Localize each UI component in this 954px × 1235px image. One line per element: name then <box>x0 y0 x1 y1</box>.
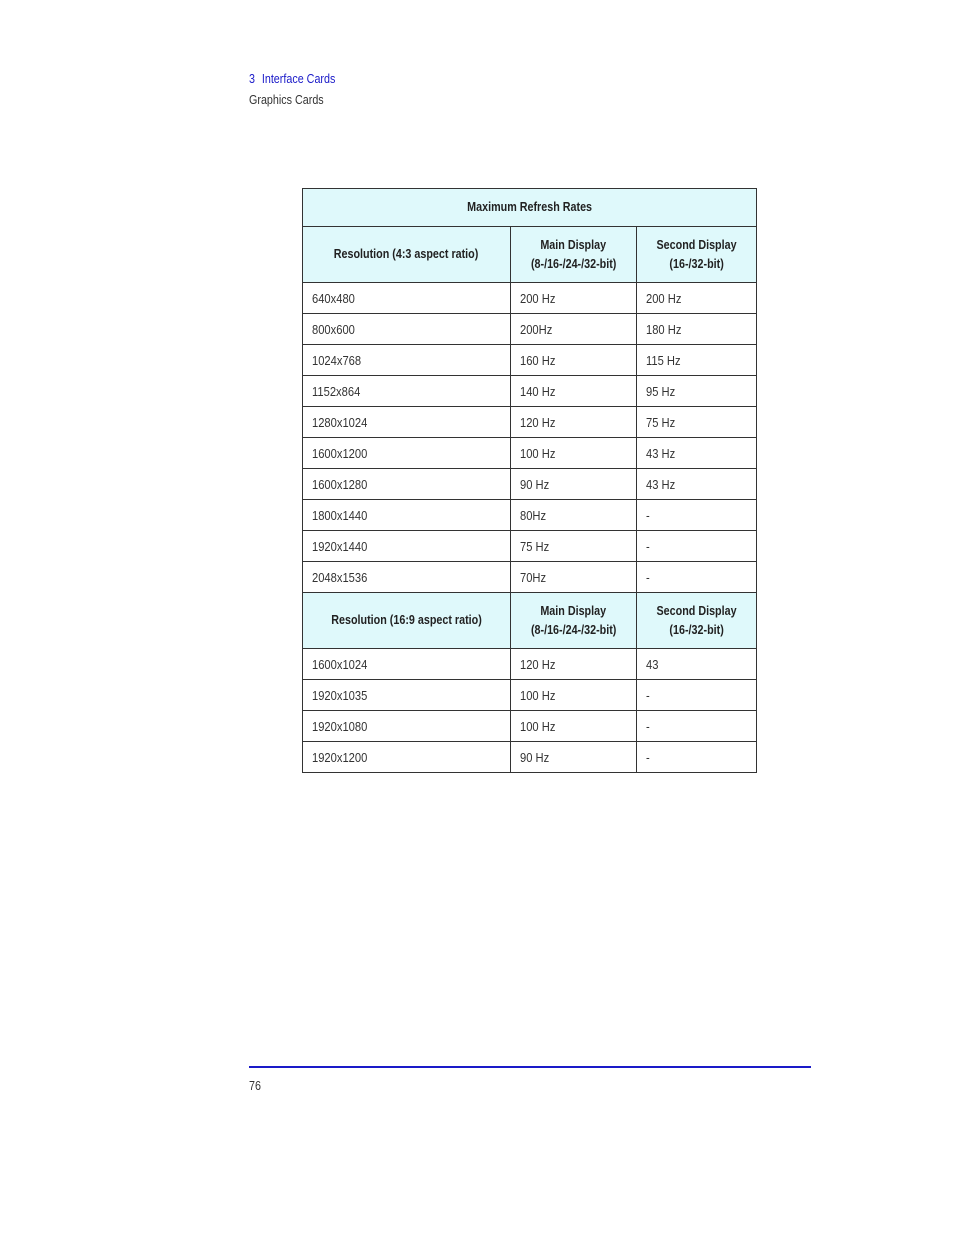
cell-text: 120 Hz <box>519 656 555 672</box>
cell-text: 75 Hz <box>646 414 676 430</box>
resolution-cell <box>303 742 511 773</box>
resolution-cell <box>303 469 511 500</box>
cell-text: 1152x864 <box>312 383 361 399</box>
resolution-cell <box>303 562 511 593</box>
cell-text: - <box>646 687 650 703</box>
main-display-cell <box>510 345 637 376</box>
main-display-cell <box>510 562 637 593</box>
cell-text: 100 Hz <box>519 687 555 703</box>
main-display-header <box>510 227 637 283</box>
cell-text: 80Hz <box>519 507 546 523</box>
table-row <box>303 500 757 531</box>
table-header-row <box>303 593 757 649</box>
main-display-cell <box>510 469 637 500</box>
cell-text: 160 Hz <box>519 352 555 368</box>
cell-text: - <box>646 538 650 554</box>
resolution-cell <box>303 283 511 314</box>
resolution-cell <box>303 649 511 680</box>
cell-text: 1600x1200 <box>312 445 368 461</box>
cell-text: 1920x1200 <box>312 749 368 765</box>
cell-text: 1024x768 <box>312 352 362 368</box>
cell-text: 200 Hz <box>519 290 555 306</box>
chapter-breadcrumb <box>249 70 335 88</box>
cell-text: - <box>646 718 650 734</box>
cell-text: 95 Hz <box>646 383 676 399</box>
cell-text: 1920x1035 <box>312 687 368 703</box>
second-display-header <box>637 593 757 649</box>
table-row <box>303 469 757 500</box>
resolution-cell <box>303 680 511 711</box>
header-text: Main Display <box>540 237 607 252</box>
cell-text: 43 Hz <box>646 445 676 461</box>
header-text: Second Display <box>656 237 737 252</box>
resolution-cell <box>303 500 511 531</box>
cell-text: 100 Hz <box>519 718 555 734</box>
main-display-cell <box>510 500 637 531</box>
cell-text: 1800x1440 <box>312 507 368 523</box>
second-display-cell <box>637 283 757 314</box>
second-display-cell <box>637 469 757 500</box>
cell-text: 1600x1280 <box>312 476 368 492</box>
main-display-cell <box>510 376 637 407</box>
cell-text: 640x480 <box>312 290 355 306</box>
cell-text: - <box>646 569 650 585</box>
table-row <box>303 680 757 711</box>
cell-text: 800x600 <box>312 321 355 337</box>
table-title-row <box>303 189 757 227</box>
second-display-cell <box>637 742 757 773</box>
second-display-cell <box>637 438 757 469</box>
running-header <box>249 70 349 108</box>
table-row <box>303 438 757 469</box>
main-display-cell <box>510 649 637 680</box>
resolution-cell <box>303 376 511 407</box>
second-display-cell <box>637 314 757 345</box>
header-text: Resolution (16:9 aspect ratio) <box>330 613 482 627</box>
table-row <box>303 283 757 314</box>
cell-text: 1920x1440 <box>312 538 368 554</box>
cell-text: 43 <box>646 656 659 672</box>
table-header-row <box>303 227 757 283</box>
chapter-title: Interface Cards <box>261 72 336 86</box>
resolution-cell <box>303 345 511 376</box>
cell-text: 1600x1024 <box>312 656 368 672</box>
resolution-header <box>303 227 511 283</box>
main-display-cell <box>510 531 637 562</box>
resolution-cell <box>303 438 511 469</box>
header-text: Resolution (4:3 aspect ratio) <box>333 247 479 261</box>
main-display-cell <box>510 283 637 314</box>
resolution-cell <box>303 711 511 742</box>
cell-text: - <box>646 749 650 765</box>
second-display-header <box>637 227 757 283</box>
cell-text: 75 Hz <box>519 538 549 554</box>
main-display-cell <box>510 407 637 438</box>
header-text: (16-/32-bit) <box>669 256 724 271</box>
second-display-cell <box>637 711 757 742</box>
refresh-rates-table <box>302 188 757 773</box>
main-display-cell <box>510 711 637 742</box>
header-text: Main Display <box>540 603 607 618</box>
page-number: 76 <box>249 1079 261 1093</box>
section-title: Graphics Cards <box>249 93 324 107</box>
second-display-cell <box>637 407 757 438</box>
resolution-cell <box>303 314 511 345</box>
main-display-cell <box>510 314 637 345</box>
cell-text: 90 Hz <box>519 476 549 492</box>
cell-text: 1920x1080 <box>312 718 368 734</box>
main-display-header <box>510 593 637 649</box>
second-display-cell <box>637 649 757 680</box>
cell-text: 70Hz <box>519 569 546 585</box>
table-row <box>303 407 757 438</box>
resolution-cell <box>303 531 511 562</box>
cell-text: 1280x1024 <box>312 414 368 430</box>
cell-text: 200 Hz <box>646 290 682 306</box>
table-row <box>303 562 757 593</box>
table-row <box>303 742 757 773</box>
main-display-cell <box>510 680 637 711</box>
second-display-cell <box>637 376 757 407</box>
resolution-header <box>303 593 511 649</box>
table-row <box>303 711 757 742</box>
cell-text: 90 Hz <box>519 749 549 765</box>
main-display-cell <box>510 742 637 773</box>
second-display-cell <box>637 345 757 376</box>
cell-text: 43 Hz <box>646 476 676 492</box>
second-display-cell <box>637 680 757 711</box>
cell-text: 140 Hz <box>519 383 555 399</box>
second-display-cell <box>637 500 757 531</box>
cell-text: 120 Hz <box>519 414 555 430</box>
resolution-cell <box>303 407 511 438</box>
cell-text: - <box>646 507 650 523</box>
header-text: (8-/16-/24-/32-bit) <box>530 256 617 271</box>
table-row <box>303 531 757 562</box>
header-text: Second Display <box>656 603 737 618</box>
table-row <box>303 376 757 407</box>
table-row <box>303 649 757 680</box>
chapter-number: 3 <box>249 72 255 86</box>
header-text: (16-/32-bit) <box>669 622 724 637</box>
cell-text: 115 Hz <box>646 352 681 368</box>
second-display-cell <box>637 562 757 593</box>
header-text: (8-/16-/24-/32-bit) <box>530 622 617 637</box>
second-display-cell <box>637 531 757 562</box>
cell-text: 180 Hz <box>646 321 682 337</box>
cell-text: 100 Hz <box>519 445 555 461</box>
footer-rule <box>249 1066 811 1068</box>
cell-text: 2048x1536 <box>312 569 368 585</box>
table-row <box>303 314 757 345</box>
main-display-cell <box>510 438 637 469</box>
cell-text: 200Hz <box>519 321 552 337</box>
table-title: Maximum Refresh Rates <box>303 189 757 227</box>
table-row <box>303 345 757 376</box>
